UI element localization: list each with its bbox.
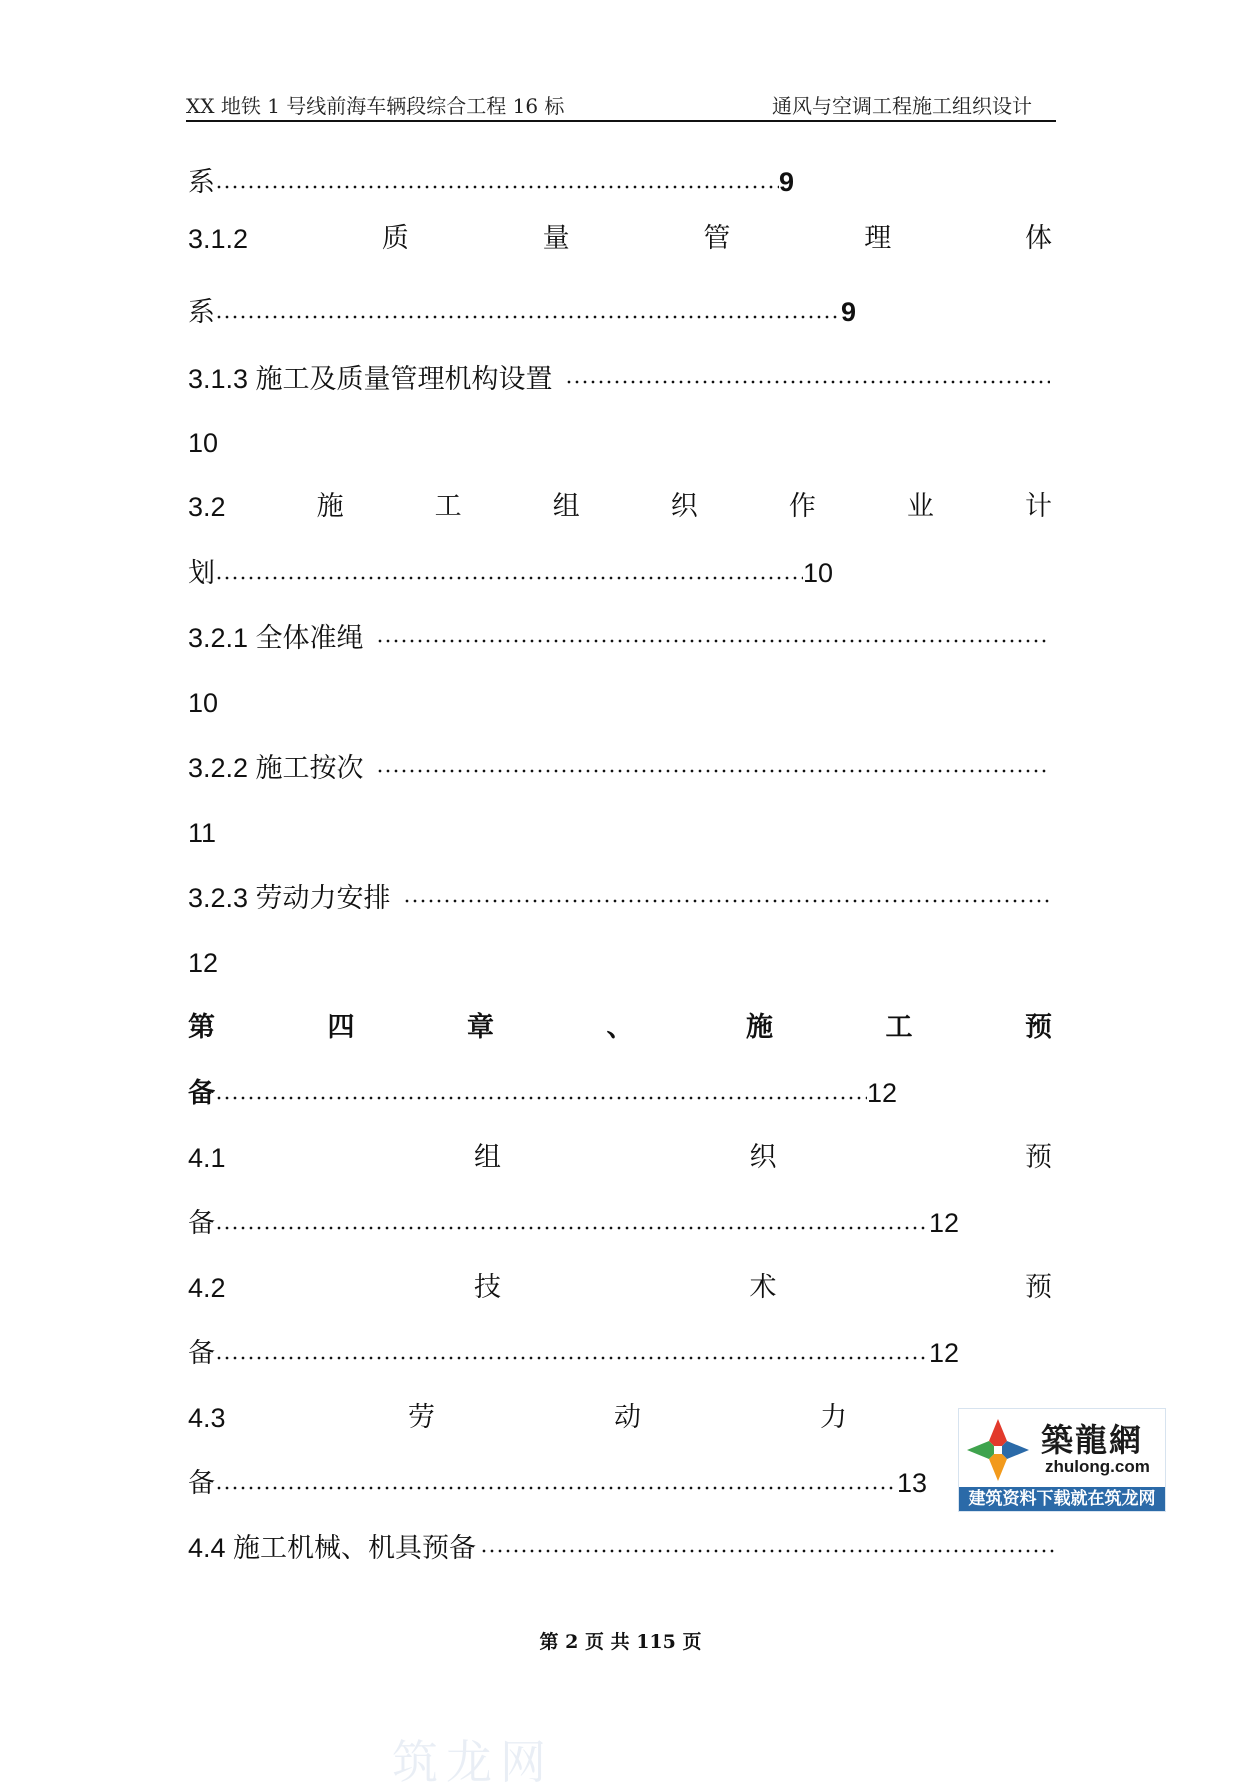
- toc-entry-continuation: 划 10: [188, 558, 834, 589]
- toc-page-number: 10: [188, 688, 219, 718]
- toc-entry[interactable]: 4.2 技 术 预: [188, 1272, 1052, 1303]
- toc-entry[interactable]: 3.1.3 施工及质量管理机构设置: [188, 357, 1052, 401]
- toc-entry-continuation: 系 9: [188, 297, 857, 328]
- toc-entry-continuation: 备 12: [188, 1208, 960, 1239]
- logo-slogan: 建筑资料下载就在筑龙网: [959, 1487, 1165, 1511]
- toc-page-number: 10: [188, 428, 219, 458]
- zhulong-logo: [958, 1408, 1166, 1512]
- logo-domain: zhulong.com: [1045, 1457, 1150, 1476]
- page-header: [186, 86, 1056, 122]
- toc-entry-continuation: 系 9: [188, 167, 795, 198]
- toc-page-number: 9: [779, 167, 795, 197]
- toc-page-number: 12: [867, 1078, 898, 1108]
- toc-page-number: 12: [188, 948, 219, 978]
- toc-entry[interactable]: 3.2.1 全体准绳: [188, 616, 1052, 660]
- logo-chinese-name: 築龍網: [1041, 1421, 1144, 1459]
- toc-entry[interactable]: 3.2 施 工 组 织 作 业 计: [188, 491, 1052, 522]
- zhulong-star-icon: [963, 1415, 1033, 1485]
- toc-entry[interactable]: 3.2.3 劳动力安排: [188, 876, 1052, 920]
- toc-entry[interactable]: 4.4 施工机械、机具预备: [188, 1526, 1060, 1570]
- toc-page-number: 12: [929, 1208, 960, 1238]
- toc-page-number: 9: [841, 297, 857, 327]
- toc-entry[interactable]: 3.1.2 质 量 管 理 体: [188, 223, 1052, 254]
- toc-page-number: 10: [803, 558, 834, 588]
- page-footer: 第 2 页 共 115 页: [539, 1631, 702, 1653]
- toc-page-number: 13: [897, 1468, 928, 1498]
- header-project-title: XX 地铁 1 号线前海车辆段综合工程 16 标: [186, 94, 565, 118]
- toc-entry-continuation: 备 12: [188, 1078, 898, 1109]
- toc-entry[interactable]: 4.1 组 织 预: [188, 1142, 1052, 1173]
- toc-entry[interactable]: 3.2.2 施工按次: [188, 746, 1052, 790]
- toc-chapter-entry[interactable]: 第 四 章 、 施 工 预: [188, 1012, 1052, 1043]
- toc-page-number: 12: [929, 1338, 960, 1368]
- toc-entry-continuation: 备 13: [188, 1468, 928, 1499]
- toc-entry[interactable]: 4.3 劳 动 力: [188, 1402, 847, 1433]
- header-document-title: 通风与空调工程施工组织设计: [772, 94, 1032, 118]
- toc-entry-continuation: 备 12: [188, 1338, 960, 1369]
- toc-page-number: 11: [188, 818, 217, 848]
- watermark-text: 筑龙网: [392, 1735, 554, 1789]
